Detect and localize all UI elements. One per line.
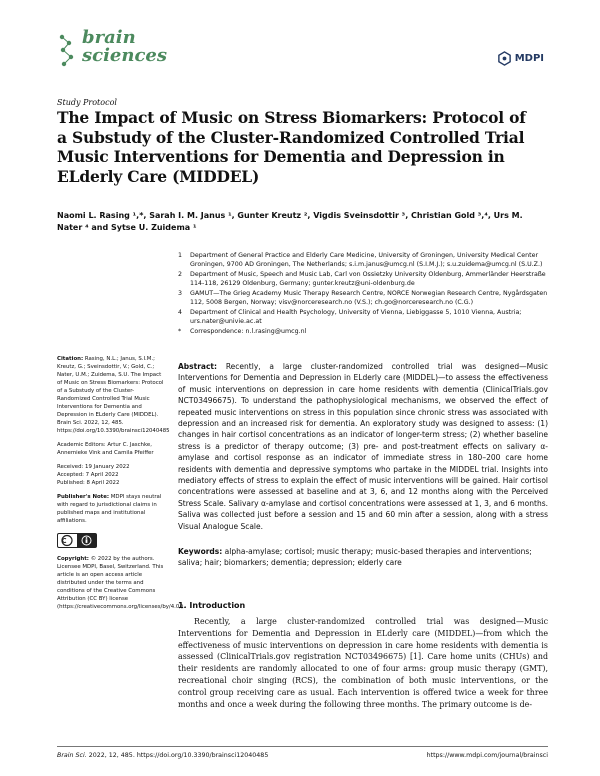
correspondence — [178, 328, 548, 337]
footer-divider — [57, 746, 548, 747]
received-date: Received: 19 January 2022 — [57, 464, 130, 470]
affiliation-text: Department of Music, Speech and Music Lab, Carl von Ossietzky University Oldenburg, Ammerländer Heerstraße 114-118, 26129 Oldenburg, Germany; gunter.kreutz@uni-oldenburg.de — [190, 271, 546, 287]
citation-text: Rasing, N.L.; Janus, S.I.M.; Kreutz, G.; Sveinsdottir, V.; Gold, C.; Nater, U.M.; Zuidema, S.U. The Impact of Music on Stress Biomarkers: Protocol of a Substudy of the Cluster-Randomized Controlled Trial Music Interventions for Dementia and Depression in ELderly Care (MIDDEL). Brain Sci. 2022, 12, 485. https://doi.org/10.3390/brainsci12040485 — [57, 356, 170, 434]
academic-editors — [57, 441, 164, 457]
copyright-label: Copyright: — [57, 556, 89, 562]
journal-name-line1: brain — [82, 27, 136, 48]
affiliation-1 — [178, 252, 548, 269]
affiliation-text: Department of Clinical and Health Psychology, University of Vienna, Liebiggasse 5, 1010 Vienna, Austria; urs.nater@univie.ac.at — [190, 309, 522, 325]
affiliation-mark: 3 — [178, 290, 183, 297]
affiliations-list — [178, 252, 548, 339]
affiliation-mark: 1 — [178, 252, 183, 259]
footer-citation — [57, 752, 268, 759]
footer-journal-url: https://www.mdpi.com/journal/brainsci — [426, 752, 548, 759]
published-date: Published: 8 April 2022 — [57, 480, 120, 486]
paper-title: The Impact of Music on Stress Biomarkers: Protocol of a Substudy of the Cluster-Randomized Controlled Trial Music Interventions for Dementia and Depression in ELderly Care (MIDDEL) — [57, 108, 526, 186]
abstract-label: Abstract: — [178, 362, 218, 371]
academic-editors-label: Academic Editors: — [57, 442, 106, 448]
cc-by-license-icon — [57, 533, 97, 548]
affiliation-mark: 2 — [178, 271, 183, 278]
copyright-block — [57, 555, 185, 611]
affiliation-text: Department of General Practice and Elderly Care Medicine, University of Groningen, University Medical Center Groningen, 9700 AD Groningen, The Netherlands; s.i.m.janus@umcg.nl (S.I.M.J.); s.u.zuidema@umcg.nl (S.U.Z.) — [190, 252, 543, 268]
affiliation-mark: 4 — [178, 309, 183, 316]
publisher-note-label: Publisher's Note: — [57, 494, 110, 500]
keywords-label: Keywords: — [178, 547, 223, 556]
author-list: Naomi L. Rasing ¹,*, Sarah I. M. Janus ¹, Gunter Kreutz ², Vigdis Sveinsdottir ³, Christian Gold ³,⁴, Urs M. Nater ⁴ and Sytse U. Zuidema ¹ — [57, 211, 523, 232]
footer-journal: Brain Sci. — [57, 752, 87, 759]
keywords — [178, 546, 548, 569]
mdpi-logo-icon — [497, 51, 512, 66]
footer-citation-text: 2022, 12, 485. https://doi.org/10.3390/brainsci12040485 — [88, 752, 269, 759]
sidebar — [57, 355, 185, 617]
keywords-text: alpha-amylase; cortisol; music therapy; music-based therapies and interventions; saliva; hair; biomarkers; dementia; depression; elderly care — [178, 547, 532, 568]
publisher-note — [57, 493, 164, 525]
affiliation-3 — [178, 290, 548, 307]
correspondence-mark: * — [178, 328, 182, 335]
dates-block — [57, 463, 164, 487]
journal-logo-icon — [57, 31, 77, 71]
journal-name — [82, 29, 167, 65]
affiliation-text: GAMUT—The Grieg Academy Music Therapy Research Centre, NORCE Norwegian Research Centre, Nygårdsgaten 112, 5008 Bergen, Norway; visv@norceresearch.no (V.S.); ch.go@norceresearch.no (C.G.) — [190, 290, 548, 306]
affiliation-2 — [178, 271, 548, 288]
publisher-logo — [497, 51, 544, 66]
citation-block — [57, 355, 170, 435]
introduction-heading: 1. Introduction — [178, 601, 246, 610]
correspondence-text: Correspondence: n.l.rasing@umcg.nl — [190, 328, 307, 335]
article-type: Study Protocol — [57, 98, 117, 107]
citation-label: Citation: — [57, 356, 84, 362]
publisher-name: MDPI — [514, 53, 544, 64]
introduction-paragraph: Recently, a large cluster-randomized controlled trial was designed—Music Interventions for Dementia and Depression in ELderly care (MIDDEL)—from which the effectiveness of music interventions on depression in care home residents with dementia is assessed (ClinicalTrials.gov registration NCT03496675) [1]. Care home units (CHUs) and their residents are randomly allocated to one of four arms: group music therapy (GMT), recreational choir singing (RCS), the combination of both music interventions, or the control group receiving care as usual. Each intervention is offered twice a week for three months and once a week during the following three months. The primary outcome is de- — [178, 617, 548, 709]
academic-editors-names: Artur C. Jaschke, Annemieke Vink and Camila Pfeiffer — [57, 442, 154, 456]
copyright-text: © 2022 by the authors. Licensee MDPI, Basel, Switzerland. This article is an open access article distributed under the terms and conditions of the Creative Commons Attribution (CC BY) license (https://creativecommons.org/licenses/by/4.0/). — [57, 556, 185, 610]
journal-name-line2: sciences — [82, 45, 168, 66]
publisher-note-text: MDPI stays neutral with regard to jurisdictional claims in published maps and institutional affiliations. — [57, 494, 162, 524]
affiliation-4 — [178, 309, 548, 326]
abstract — [178, 361, 548, 532]
accepted-date: Accepted: 7 April 2022 — [57, 472, 119, 478]
abstract-text: Recently, a large cluster-randomized controlled trial was designed—Music Interventions for Dementia and Depression in ELderly care (MIDDEL)—to assess the effectiveness of music interventions on depression in care home residents with dementia (ClinicalTrials.gov NCT03496675). To understand the pathophysiological mechanisms, we observed the effect of repeated music interventions on stress in this population since chronic stress was associated with depression and an increased risk for dementia. An exploratory study was designed to assess: (1) changes in hair cortisol concentrations as an indicator of longer-term stress; (2) whether baseline stress is a predictor of therapy outcome; (3) pre- and post-treatment effects on salivary α-amylase and cortisol response as an indicator of immediate stress in 180–200 care home residents with dementia and depressive symptoms who partake in the MIDDEL trial. Insights into mediatory effects of stress to explain the effect of music interventions will be gained. Hair cortisol concentrations were assessed at baseline and at 3, 6, and 12 months along with the Perceived Stress Scale. Salivary α-amylase and cortisol concentrations were assessed at 1, 3, and 6 months. Saliva was collected just before a session and 15 and 60 min after a session, along with a stress Visual Analogue Scale. — [178, 362, 548, 531]
